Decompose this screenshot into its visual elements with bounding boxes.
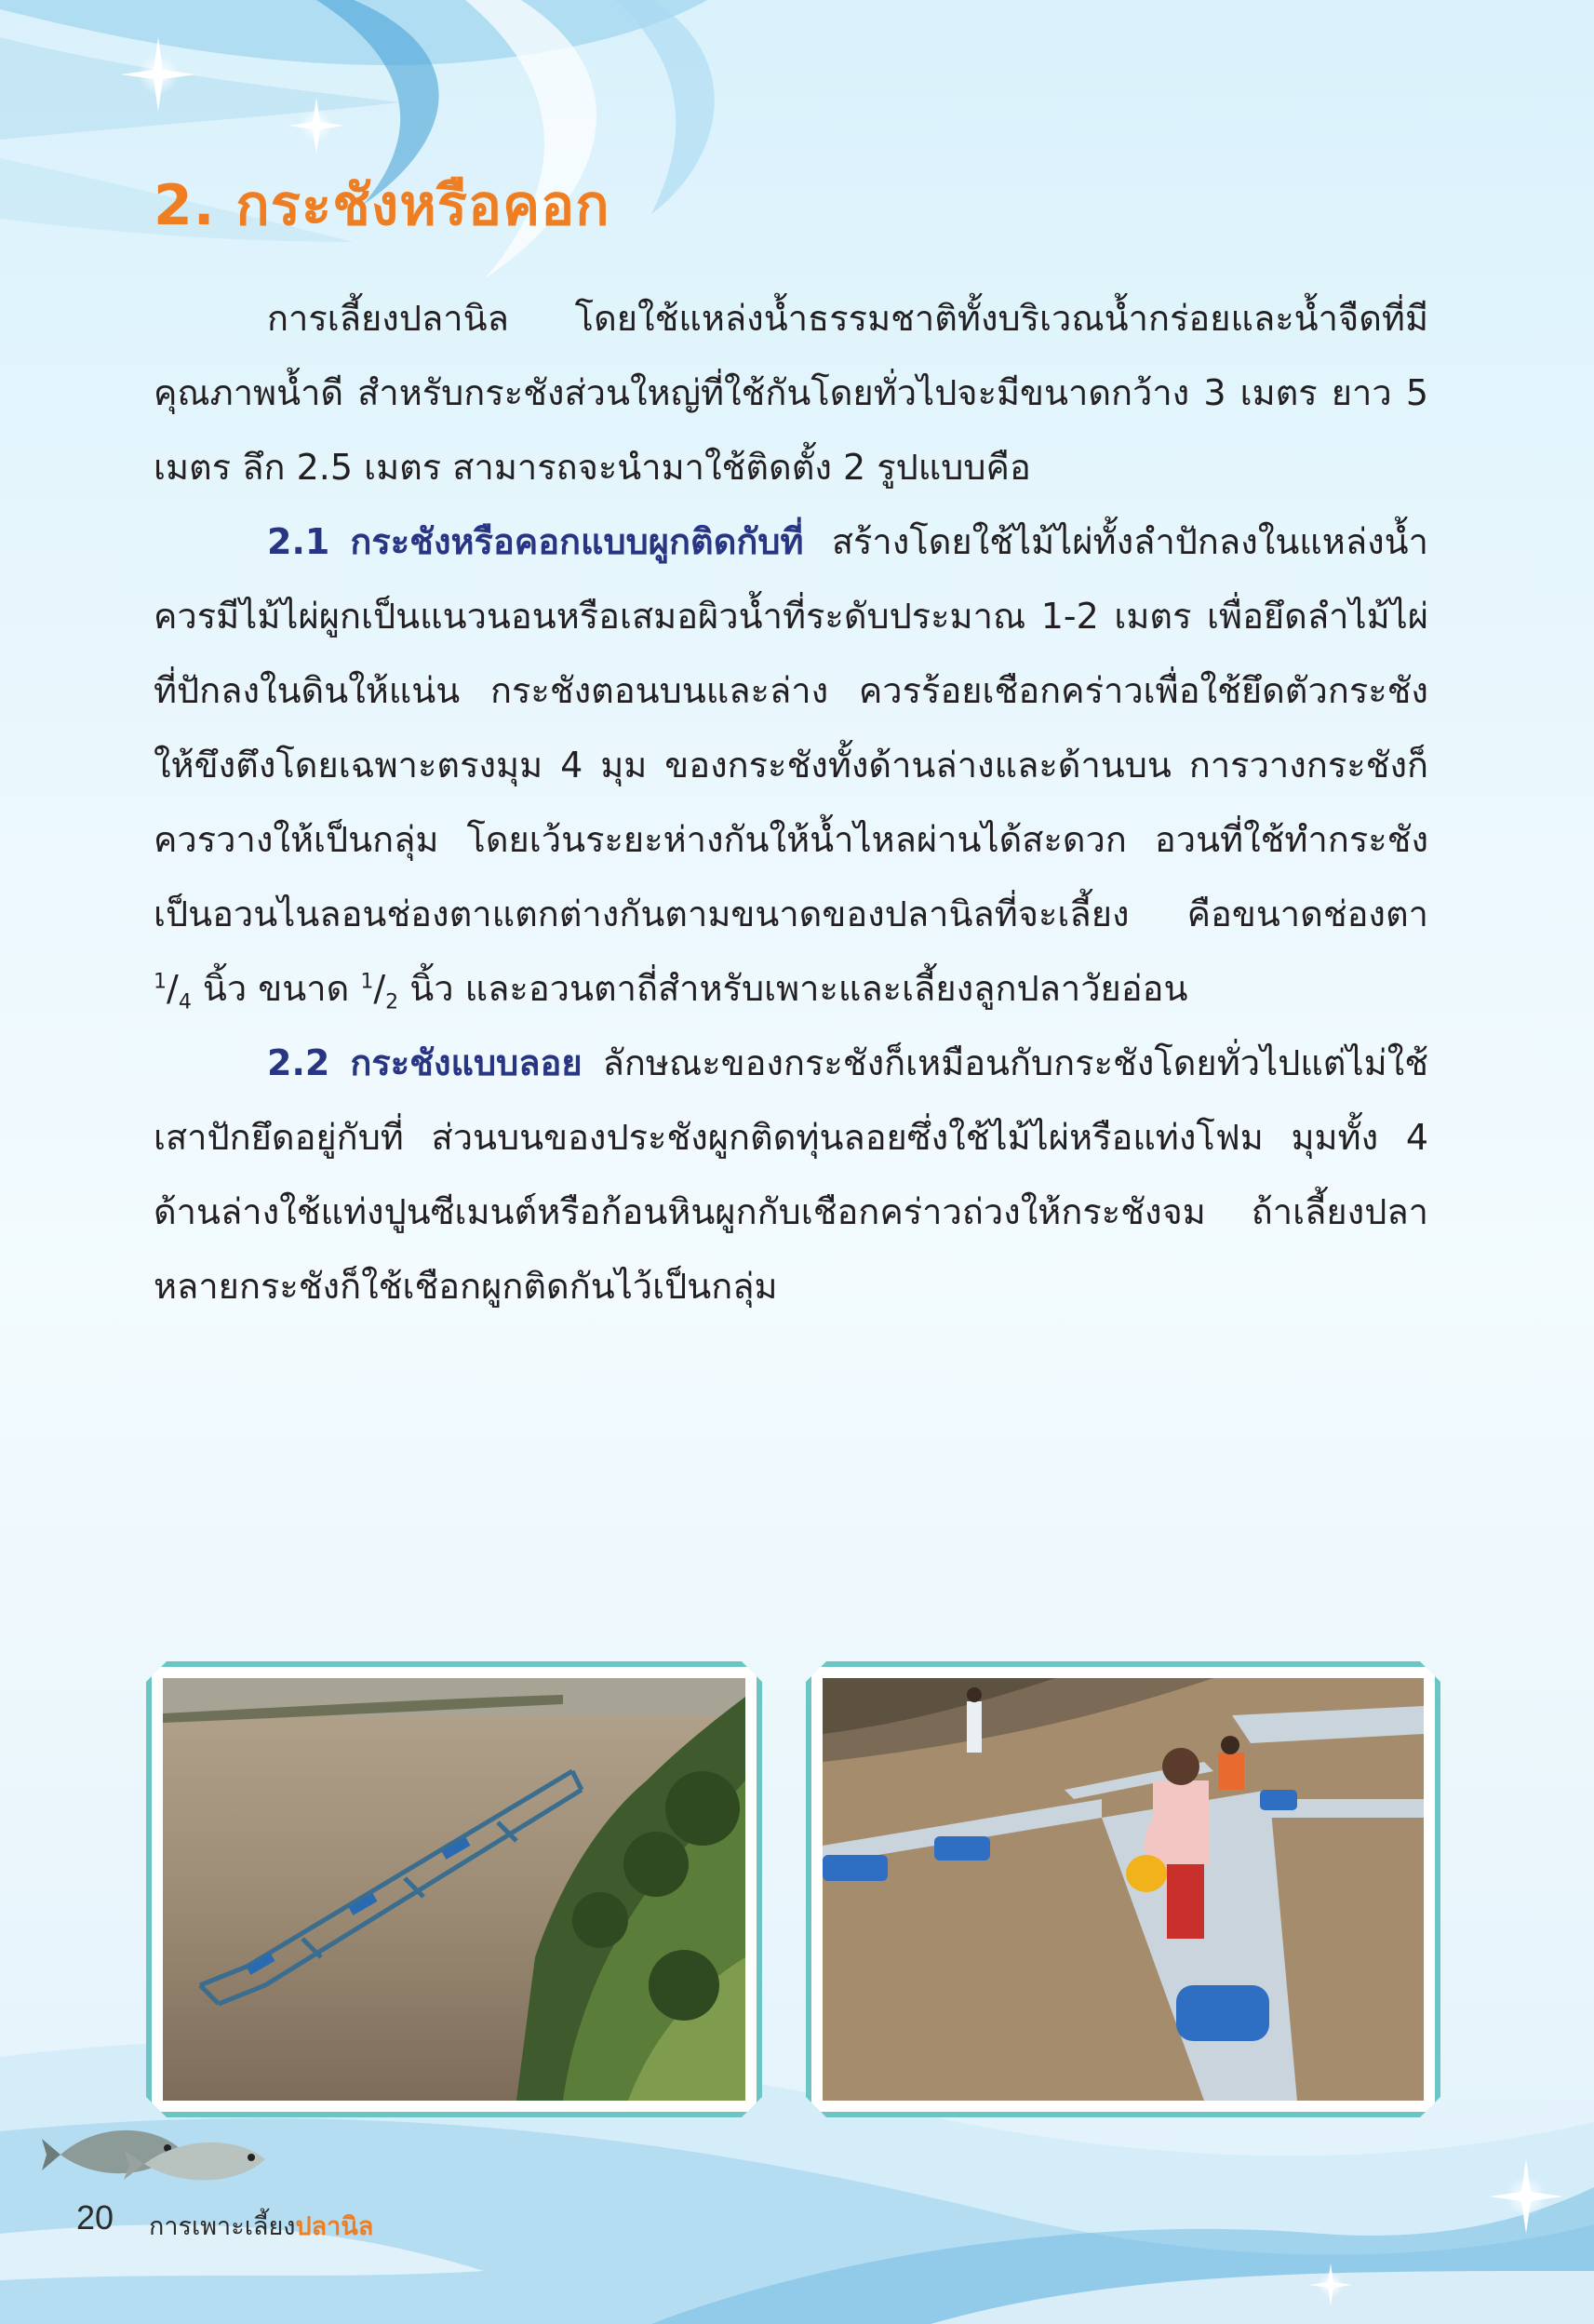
intro-paragraph: การเลี้ยงปลานิล โดยใช้แหล่งน้ำธรรมชาติทั้งบริเวณน้ำกร่อยและน้ำจืดที่มีคุณภาพน้ำดี สำหรับกระชังส่วนใหญ่ที่ใช้กันโดยทั่วไปจะมีขนาดกว้าง 3 เมตร ยาว 5 เมตร ลึก 2.5 เมตร สามารถจะนำมาใช้ติดตั้ง 2 รูปแบบคือ	[154, 298, 1428, 488]
photo-floating-cage-image	[823, 1678, 1424, 2101]
section-2-1-text-a: สร้างโดยใช้ไม้ไผ่ทั้งลำปักลงในแหล่งน้ำ ควรมีไม้ไผ่ผูกเป็นแนวนอนหรือเสมอผิวน้ำที่ระดับประมาณ 1-2 เมตร เพื่อยึดลำไม้ไผ่ที่ปักลงในดินให้แน่น กระชังตอนบนและล่าง ควรร้อยเชือกคร่าวเพื่อใช้ยึดตัวกระชังให้ขึงตึงโดยเฉพาะตรงมุม 4 มุม ของกระชังทั้งด้านล่างและด้านบน การวางกระชังก็ควรวางให้เป็นกลุ่ม โดยเว้นระยะห่างกันให้น้ำไหลผ่านได้สะดวก อวนที่ใช้ทำกระชังเป็นอวนไนลอนช่องตาแตกต่างกันตามขนาดของปลานิลที่จะเลี้ยง คือขนาดช่องตา	[154, 521, 1428, 934]
page-number: 20	[76, 2198, 114, 2237]
section-2-1-text-b: นิ้ว ขนาด	[191, 968, 361, 1009]
section-title: 2. กระชังหรือคอก	[154, 173, 610, 238]
section-2-1-number: 2.1	[267, 521, 330, 562]
section-2-2-paragraph	[154, 1026, 1428, 1323]
fraction-quarter: $^1/_4$	[154, 968, 192, 1014]
section-2-1-heading	[267, 521, 804, 562]
fish-icon	[42, 2113, 284, 2196]
body-text	[154, 281, 1428, 1323]
section-2-2-heading-text: กระชังแบบลอย	[350, 1042, 583, 1083]
book-title-highlight: ปลานิล	[295, 2212, 374, 2241]
section-2-1-text-c: นิ้ว และอวนตาถี่สำหรับเพาะและเลี้ยงลูกปลาวัยอ่อน	[398, 968, 1188, 1009]
photo-fixed-cage	[146, 1661, 762, 2117]
book-title	[149, 2206, 373, 2246]
section-2-1-paragraph	[154, 504, 1428, 1026]
photo-floating-cage	[806, 1661, 1440, 2117]
fraction-half: $^1/_2$	[360, 968, 399, 1014]
section-2-2-heading	[267, 1042, 583, 1083]
section-2-2-number: 2.2	[267, 1042, 330, 1083]
photo-fixed-cage-image	[163, 1678, 745, 2101]
book-title-prefix: การเพาะเลี้ยง	[149, 2212, 296, 2241]
section-2-2-text: ลักษณะของกระชังก็เหมือนกับกระชังโดยทั่วไปแต่ไม่ใช้เสาปักยึดอยู่กับที่ ส่วนบนของประชังผูกติดทุ่นลอยซึ่งใช้ไม้ไผ่หรือแท่งโฟม มุมทั้ง 4 ด้านล่างใช้แท่งปูนซีเมนต์หรือก้อนหินผูกกับเชือกคร่าวถ่วงให้กระชังจม ถ้าเลี้ยงปลาหลายกระชังก็ใช้เชือกผูกติดกันไว้เป็นกลุ่ม	[154, 1042, 1428, 1307]
section-2-1-heading-text: กระชังหรือคอกแบบผูกติดกับที่	[350, 521, 804, 562]
